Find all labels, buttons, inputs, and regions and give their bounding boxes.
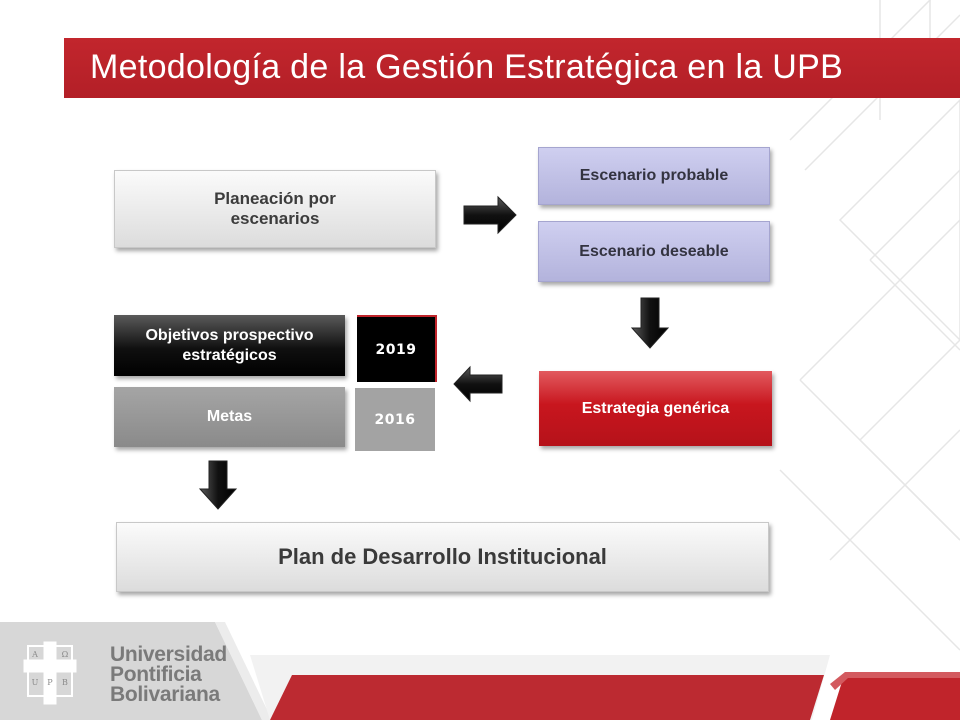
estrategia-generica-box [539,371,772,446]
year-2019-label: 2019 [375,341,417,358]
year-2019-badge [357,315,437,382]
page-title: Metodología de la Gestión Estratégica en la UPB [90,48,844,86]
svg-text:B: B [62,678,68,687]
estrategia-generica-label: Estrategia genérica [581,399,730,417]
logo-line2: Pontificia [110,663,202,686]
escenario-probable-box [538,147,770,205]
logo-line3: Bolivariana [110,683,220,706]
arrow-right-icon [462,195,518,235]
planeacion-line1: Planeación por [214,188,336,208]
svg-text:U: U [31,678,39,687]
planeacion-escenarios-box [114,170,436,248]
arrow-down-icon [198,459,238,511]
arrow-down-icon [630,296,670,350]
year-2016-label: 2016 [374,411,416,428]
arrow-left-icon [452,365,504,403]
metas-label: Metas [206,408,253,426]
logo-line1: Universidad [110,643,227,666]
objetivos-line1: Objetivos prospectivo [145,327,314,345]
university-seal-icon [22,640,78,706]
objetivos-box [114,315,345,376]
svg-text:Ω: Ω [61,650,69,659]
year-2016-badge [355,388,435,451]
escenario-deseable-label: Escenario deseable [579,242,729,260]
objetivos-line2: estratégicos [182,346,277,364]
svg-text:P: P [47,678,53,687]
svg-text:A: A [32,650,38,659]
plan-desarrollo-label: Plan de Desarrollo Institucional [278,543,607,569]
plan-desarrollo-box [116,522,769,592]
escenario-deseable-box [538,221,770,282]
metas-box [114,387,345,447]
planeacion-line2: escenarios [230,209,320,228]
title-bar [64,38,960,98]
escenario-probable-label: Escenario probable [579,167,729,185]
